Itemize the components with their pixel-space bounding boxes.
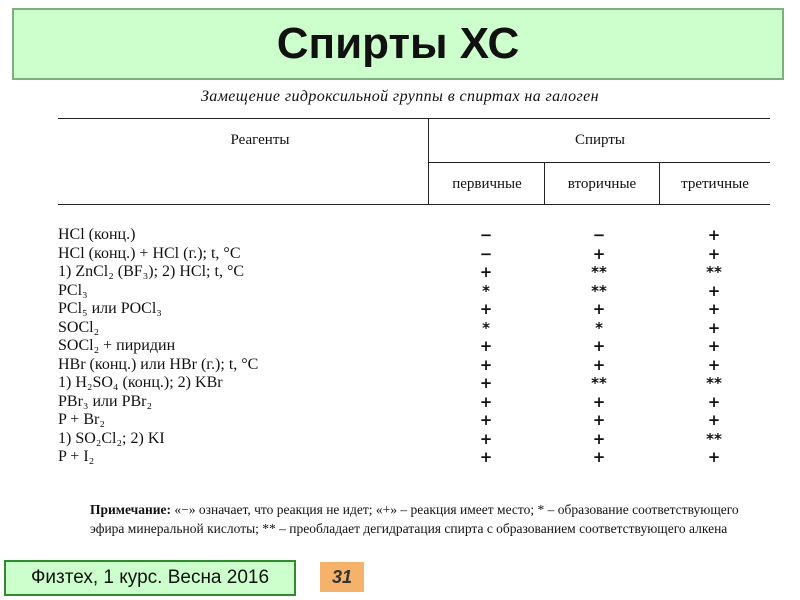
secondary-cell: −: [592, 226, 606, 244]
header-reagents: Реагенты: [230, 132, 290, 148]
table-note: [90, 500, 770, 538]
secondary-cell: +: [592, 448, 606, 466]
slide-title-box: [12, 8, 784, 80]
header-tertiary: третичные: [681, 176, 749, 192]
footer-course-label: Физтех, 1 курс. Весна 2016: [4, 560, 296, 596]
table-row: [58, 245, 758, 264]
tertiary-cell: +: [707, 226, 721, 244]
primary-cell: +: [479, 355, 493, 374]
table-vertical-divider: [428, 118, 429, 204]
table-row: [58, 300, 758, 319]
tertiary-cell: +: [707, 300, 721, 318]
reagent-cell: PBr₃ или PBr₂: [58, 392, 153, 410]
primary-cell: +: [479, 300, 493, 318]
secondary-cell: +: [592, 355, 606, 374]
header-bottom-rule: [58, 204, 770, 205]
reagent-cell: PCl₃: [58, 281, 88, 299]
tertiary-cell: +: [707, 244, 721, 263]
header-alcohols: Спирты: [575, 132, 625, 148]
tertiary-cell: +: [707, 318, 721, 337]
secondary-cell: +: [592, 429, 606, 448]
secondary-cell: **: [591, 263, 607, 281]
table-row: [58, 411, 758, 430]
primary-cell: −: [479, 226, 493, 244]
primary-cell: +: [479, 429, 493, 448]
page-number: 31: [320, 562, 364, 592]
reagent-cell: HCl (конц.) + HCl (г.); t, °C: [58, 244, 241, 262]
secondary-cell: *: [595, 318, 603, 337]
primary-cell: +: [479, 411, 493, 429]
header-primary: первичные: [452, 176, 522, 192]
reagent-cell: PCl₅ или POCl₃: [58, 300, 162, 317]
table-row: [58, 393, 758, 412]
note-label: Примечание:: [90, 502, 172, 517]
reagent-cell: 1) ZnCl₂ (BF₃); 2) HCl; t, °C: [58, 263, 245, 280]
secondary-cell: **: [591, 281, 607, 300]
reagent-cell: P + Br₂: [58, 411, 105, 428]
tertiary-cell: +: [707, 448, 721, 466]
secondary-cell: +: [592, 244, 606, 263]
reagent-cell: HBr (конц.) или HBr (г.); t, °C: [58, 355, 259, 373]
table-top-rule: [58, 118, 770, 119]
slide-title: Спирты ХС: [276, 19, 520, 68]
table-row: [58, 430, 758, 449]
reagent-cell: 1) SO₂Cl₂; 2) KI: [58, 429, 165, 447]
tertiary-cell: +: [707, 392, 721, 411]
table-row: [58, 337, 758, 356]
reagent-cell: 1) H₂SO₄ (конц.); 2) KBr: [58, 374, 223, 391]
primary-cell: *: [482, 318, 490, 337]
table-row: [58, 226, 758, 245]
primary-cell: +: [479, 374, 493, 392]
secondary-cell: +: [592, 411, 606, 429]
table-row: [58, 448, 758, 467]
table-row: [58, 356, 758, 375]
header-secondary: вторичные: [567, 176, 637, 192]
table-row: [58, 263, 758, 282]
reagent-cell: P + I₂: [58, 448, 95, 465]
table-caption: Замещение гидроксильной группы в спиртах на галоген: [200, 88, 600, 105]
reagent-cell: SOCl₂ + пиридин: [58, 337, 176, 354]
tertiary-cell: **: [706, 263, 722, 281]
table-row: [58, 374, 758, 393]
primary-cell: +: [479, 392, 493, 411]
subheader-rule: [428, 162, 770, 163]
secondary-cell: **: [591, 374, 607, 392]
secondary-cell: +: [592, 392, 606, 411]
tertiary-cell: +: [707, 281, 721, 300]
reagent-cell: SOCl₂: [58, 318, 100, 336]
secondary-cell: +: [592, 337, 606, 355]
tertiary-cell: +: [707, 411, 721, 429]
tertiary-cell: +: [707, 355, 721, 374]
primary-cell: −: [479, 244, 493, 263]
tertiary-cell: **: [706, 429, 722, 448]
secondary-cell: +: [592, 300, 606, 318]
tertiary-cell: +: [707, 337, 721, 355]
reagent-cell: HCl (конц.): [58, 226, 136, 243]
tertiary-cell: **: [706, 374, 722, 392]
table-body: [58, 226, 758, 467]
note-text: «−» означает, что реакция не идет; «+» – реакция имеет место; * – образование соответствующего эфира минеральной кислоты; ** – преобладает дегидратация спирта с образованием соответствующего алкена: [90, 502, 739, 536]
table-row: [58, 319, 758, 338]
table-row: [58, 282, 758, 301]
primary-cell: *: [482, 281, 490, 300]
primary-cell: +: [479, 263, 493, 281]
primary-cell: +: [479, 337, 493, 355]
primary-cell: +: [479, 448, 493, 466]
